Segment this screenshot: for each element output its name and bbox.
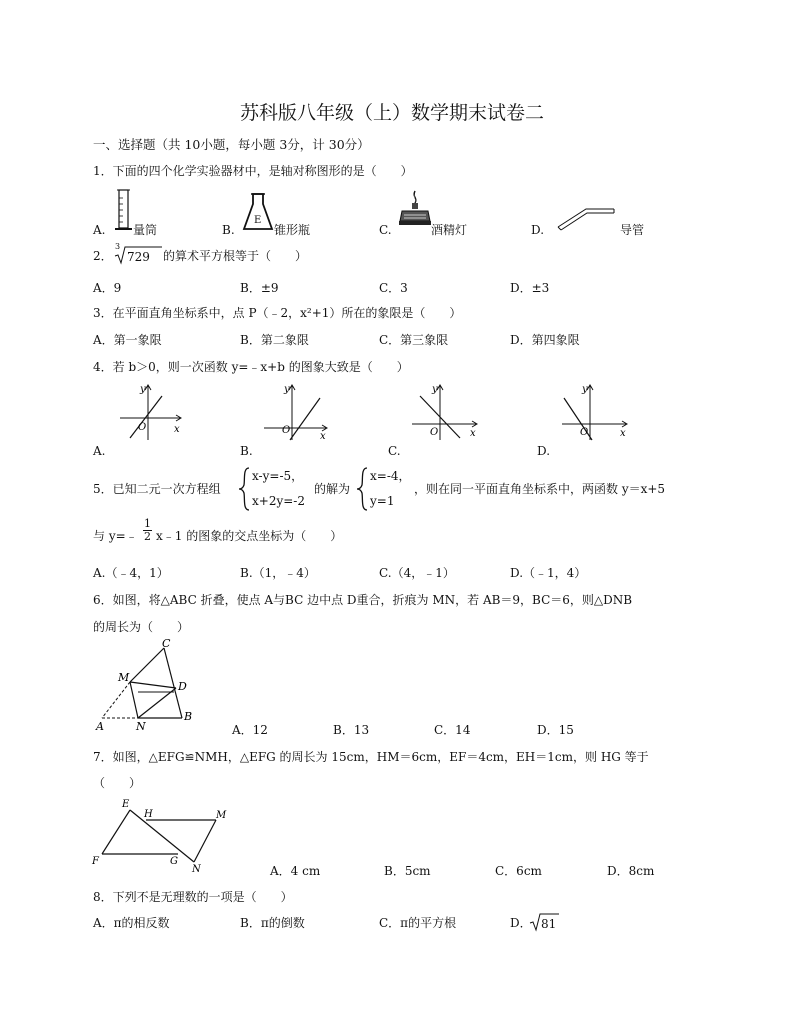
q4-graph-b — [262, 382, 332, 442]
q4-d-x: x — [620, 428, 626, 439]
q5-option-a: A.（﹣4，1） — [93, 566, 169, 580]
q7-label-e: E — [122, 799, 130, 810]
q3-stem: 3．在平面直角坐标系中，点 P（﹣2，x²+1）所在的象限是（ ） — [93, 306, 462, 320]
q3-option-a: A．第一象限 — [93, 333, 162, 347]
left-brace-icon — [356, 467, 370, 511]
q4-d-y: y — [582, 384, 588, 395]
q4-b-x: x — [320, 431, 326, 442]
q6-option-b: B．13 — [333, 723, 370, 737]
q4-c-y: y — [432, 384, 438, 395]
q1-option-b-letter: B. — [222, 223, 235, 237]
q8-option-c: C．π的平方根 — [379, 916, 457, 930]
alcohol-lamp-icon — [398, 189, 432, 231]
q7-option-b: B．5cm — [384, 864, 431, 878]
q6-triangle-figure — [94, 637, 204, 733]
q5-mid: 的解为 — [314, 482, 351, 496]
q4-graph-a — [118, 382, 188, 442]
q2-option-b: B．±9 — [240, 281, 279, 295]
q6-stem-line1: 6．如图，将△ABC 折叠，使点 A与BC 边中点 D重合，折痕为 MN，若 AB＝9，BC＝6，则△DNB — [93, 593, 633, 607]
q1-option-a-letter: A. — [93, 223, 106, 237]
q2-number: 2． — [93, 249, 113, 263]
q5-option-c: C.（4，﹣1） — [379, 566, 455, 580]
q1-option-c-letter: C. — [379, 223, 392, 237]
q5-frac-den: 2 — [144, 530, 151, 543]
left-brace-icon — [238, 467, 252, 511]
q7-stem-line1: 7．如图，△EFG≌NMH，△EFG 的周长为 15cm，HM＝6cm，EF＝4cm，EH＝1cm，则 HG 等于 — [93, 750, 649, 764]
q6-label-n: N — [136, 720, 146, 733]
q6-label-a: A — [96, 720, 104, 733]
q8-option-d-letter: D． — [510, 916, 532, 930]
q2-option-c: C．3 — [379, 281, 408, 295]
q1-option-d-letter: D. — [531, 223, 545, 237]
q6-label-d: D — [178, 680, 187, 693]
q4-b-origin: O — [282, 425, 291, 436]
q5-eq1: x-y=-5， — [252, 469, 304, 483]
q4-stem: 4．若 b＞0，则一次函数 y=﹣x+b 的图象大致是（ ） — [93, 360, 409, 374]
q1-option-d-label: 导管 — [620, 223, 645, 237]
q7-option-a: A．4 cm — [270, 864, 321, 878]
q6-option-c: C．14 — [434, 723, 471, 737]
q3-option-c: C．第三象限 — [379, 333, 449, 347]
q6-label-m: M — [118, 671, 130, 684]
q8-option-a: A．π的相反数 — [93, 916, 170, 930]
q7-stem-line2: （ ） — [93, 776, 142, 790]
q4-c-origin: O — [430, 427, 439, 438]
q5-sol2: y=1 — [370, 494, 395, 508]
q4-a-origin: O — [138, 422, 147, 433]
q6-label-c: C — [162, 637, 171, 650]
q5-option-d: D.（﹣1，4） — [510, 566, 587, 580]
q3-option-d: D．第四象限 — [510, 333, 580, 347]
q8-stem: 8．下列不是无理数的一项是（ ） — [93, 890, 293, 904]
q6-option-d: D．15 — [537, 723, 574, 737]
q5-eq2: x+2y=-2 — [252, 494, 305, 508]
q1-option-b-label: 锥形瓶 — [274, 223, 311, 237]
q6-label-b: B — [184, 710, 193, 723]
q4-option-a: A. — [93, 444, 106, 458]
q4-option-c: C. — [388, 444, 401, 458]
q5-fraction — [143, 518, 152, 543]
q4-option-d: D. — [537, 444, 551, 458]
q3-option-b: B．第二象限 — [240, 333, 309, 347]
q5-prefix: 5．已知二元一次方程组 — [93, 482, 221, 496]
q4-a-x: x — [174, 424, 180, 435]
q5-line2-post: x﹣1 的图象的交点坐标为（ ） — [156, 529, 343, 543]
q8-option-d-radicand: 81 — [541, 917, 557, 931]
q2-option-a: A．9 — [93, 281, 122, 295]
q4-b-y: y — [284, 384, 290, 395]
q5-option-b: B.（1，﹣4） — [240, 566, 316, 580]
q4-d-origin: O — [580, 427, 589, 438]
flask-glyph: E — [254, 215, 262, 226]
q7-label-h: H — [144, 809, 153, 820]
q1-option-c-label: 酒精灯 — [431, 223, 468, 237]
q1-option-a-label: 量筒 — [133, 223, 158, 237]
q7-option-c: C．6cm — [495, 864, 542, 878]
q5-suffix: ，则在同一平面直角坐标系中，两函数 y＝x+5 — [414, 482, 666, 496]
q7-label-m: M — [216, 810, 227, 821]
q2-radicand: 729 — [127, 250, 150, 264]
q4-graph-d — [560, 382, 632, 442]
q6-option-a: A．12 — [232, 723, 268, 737]
q4-graph-c — [410, 382, 482, 442]
q7-label-f: F — [92, 856, 99, 867]
q5-frac-num: 1 — [144, 517, 151, 530]
q7-option-d: D．8cm — [607, 864, 655, 878]
q2-option-d: D．±3 — [510, 281, 550, 295]
bent-tube-icon — [556, 205, 616, 231]
q4-c-x: x — [470, 428, 476, 439]
section-heading: 一、选择题（共 10小题，每小题 3分，计 30分） — [93, 137, 370, 152]
graduated-cylinder-icon — [114, 188, 134, 232]
q4-option-b: B. — [240, 444, 253, 458]
q6-stem-line2: 的周长为（ ） — [93, 620, 190, 634]
q7-label-n: N — [192, 864, 201, 875]
q2-stem: 的算术平方根等于（ ） — [163, 249, 308, 263]
q7-triangles-figure — [90, 796, 230, 875]
q2-root-index: 3 — [115, 242, 121, 251]
q5-sol1: x=-4， — [370, 469, 411, 483]
q1-stem: 1．下面的四个化学实验器材中，是轴对称图形的是（ ） — [93, 164, 413, 178]
q4-a-y: y — [140, 384, 146, 395]
q8-option-b: B．π的倒数 — [240, 916, 305, 930]
q5-line2-prefix: 与 y=﹣ — [93, 529, 138, 543]
q7-label-g: G — [170, 856, 178, 867]
page-title: 苏科版八年级（上）数学期末试卷二 — [240, 102, 545, 124]
